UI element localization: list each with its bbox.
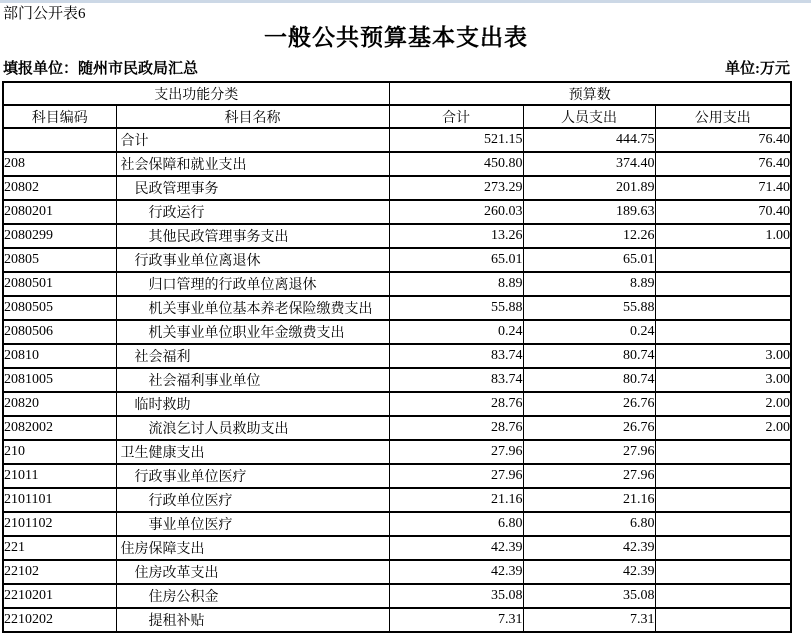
column-header-subject-code: 科目编码 [3, 105, 116, 128]
personnel-cell: 21.16 [523, 488, 655, 512]
public-cell [655, 536, 791, 560]
personnel-cell: 55.88 [523, 296, 655, 320]
table-row [3, 464, 791, 488]
budget-table-body [3, 128, 791, 632]
group-header-row [3, 82, 791, 105]
public-cell: 1.00 [655, 224, 791, 248]
subject-code-cell: 2101102 [3, 512, 116, 536]
public-cell: 76.40 [655, 152, 791, 176]
public-cell [655, 320, 791, 344]
table-row [3, 536, 791, 560]
personnel-cell: 189.63 [523, 200, 655, 224]
total-cell: 450.80 [389, 152, 523, 176]
subject-code-cell: 2080299 [3, 224, 116, 248]
subject-name-cell: 住房公积金 [116, 584, 389, 608]
subject-code-cell: 221 [3, 536, 116, 560]
reporting-unit-label: 填报单位：随州市民政局汇总 [3, 61, 199, 77]
public-cell [655, 512, 791, 536]
table-row [3, 320, 791, 344]
subject-code-cell: 2080201 [3, 200, 116, 224]
subject-code-cell: 2080505 [3, 296, 116, 320]
public-cell [655, 272, 791, 296]
total-cell: 65.01 [389, 248, 523, 272]
personnel-cell: 26.76 [523, 392, 655, 416]
subject-name-cell: 社会保障和就业支出 [116, 152, 389, 176]
personnel-cell: 7.31 [523, 608, 655, 632]
subject-name-cell: 合计 [116, 128, 389, 152]
public-cell [655, 296, 791, 320]
subject-code-cell: 20820 [3, 392, 116, 416]
subject-name-cell: 社会福利 [116, 344, 389, 368]
public-cell [655, 440, 791, 464]
personnel-cell: 42.39 [523, 560, 655, 584]
public-cell [655, 560, 791, 584]
subject-name-cell: 行政运行 [116, 200, 389, 224]
table-row [3, 296, 791, 320]
total-cell: 8.89 [389, 272, 523, 296]
subject-name-cell: 提租补贴 [116, 608, 389, 632]
subject-name-cell: 机关事业单位职业年金缴费支出 [116, 320, 389, 344]
personnel-cell: 0.24 [523, 320, 655, 344]
personnel-cell: 80.74 [523, 368, 655, 392]
subject-code-cell: 2101101 [3, 488, 116, 512]
budget-table-head [3, 82, 791, 128]
public-cell [655, 464, 791, 488]
total-cell: 83.74 [389, 344, 523, 368]
total-cell: 42.39 [389, 560, 523, 584]
subject-code-cell: 210 [3, 440, 116, 464]
personnel-cell: 65.01 [523, 248, 655, 272]
public-cell [655, 584, 791, 608]
doc-label: 部门公开表6 [3, 6, 86, 22]
public-cell: 3.00 [655, 368, 791, 392]
public-cell [655, 488, 791, 512]
table-row [3, 368, 791, 392]
unit-label: 单位:万元 [725, 61, 790, 77]
budget-table [2, 81, 792, 633]
table-row [3, 560, 791, 584]
public-cell [655, 248, 791, 272]
table-row [3, 416, 791, 440]
subject-name-cell: 卫生健康支出 [116, 440, 389, 464]
table-row [3, 440, 791, 464]
table-row [3, 248, 791, 272]
subject-name-cell: 归口管理的行政单位离退休 [116, 272, 389, 296]
subject-code-cell: 2081005 [3, 368, 116, 392]
total-cell: 260.03 [389, 200, 523, 224]
personnel-cell: 35.08 [523, 584, 655, 608]
table-row [3, 488, 791, 512]
table-row [3, 128, 791, 152]
subject-name-cell: 其他民政管理事务支出 [116, 224, 389, 248]
subject-name-cell: 社会福利事业单位 [116, 368, 389, 392]
total-cell: 55.88 [389, 296, 523, 320]
public-cell: 70.40 [655, 200, 791, 224]
personnel-cell: 12.26 [523, 224, 655, 248]
column-header-public: 公用支出 [655, 105, 791, 128]
table-row [3, 176, 791, 200]
public-cell: 71.40 [655, 176, 791, 200]
subject-code-cell: 2080501 [3, 272, 116, 296]
table-row [3, 224, 791, 248]
subject-name-cell: 住房保障支出 [116, 536, 389, 560]
total-cell: 35.08 [389, 584, 523, 608]
subject-name-cell: 流浪乞讨人员救助支出 [116, 416, 389, 440]
total-cell: 27.96 [389, 440, 523, 464]
public-cell: 2.00 [655, 416, 791, 440]
personnel-cell: 201.89 [523, 176, 655, 200]
subject-code-cell: 20802 [3, 176, 116, 200]
page-title: 一般公共预算基本支出表 [264, 25, 528, 50]
meta-row [3, 57, 790, 78]
table-row [3, 344, 791, 368]
subject-code-cell: 20805 [3, 248, 116, 272]
personnel-cell: 42.39 [523, 536, 655, 560]
total-cell: 28.76 [389, 392, 523, 416]
column-header-personnel: 人员支出 [523, 105, 655, 128]
subject-code-cell: 208 [3, 152, 116, 176]
public-cell [655, 608, 791, 632]
group-header-function-class: 支出功能分类 [3, 82, 389, 105]
total-cell: 273.29 [389, 176, 523, 200]
subject-code-cell: 2080506 [3, 320, 116, 344]
public-cell: 3.00 [655, 344, 791, 368]
personnel-cell: 444.75 [523, 128, 655, 152]
subject-name-cell: 临时救助 [116, 392, 389, 416]
subject-name-cell: 行政单位医疗 [116, 488, 389, 512]
subject-code-cell: 22102 [3, 560, 116, 584]
table-row [3, 584, 791, 608]
total-cell: 27.96 [389, 464, 523, 488]
total-cell: 7.31 [389, 608, 523, 632]
subject-code-cell: 2082002 [3, 416, 116, 440]
group-header-budget: 预算数 [389, 82, 791, 105]
total-cell: 0.24 [389, 320, 523, 344]
total-cell: 28.76 [389, 416, 523, 440]
subject-code-cell: 20810 [3, 344, 116, 368]
subject-name-cell: 行政事业单位医疗 [116, 464, 389, 488]
total-cell: 521.15 [389, 128, 523, 152]
public-cell: 76.40 [655, 128, 791, 152]
table-row [3, 512, 791, 536]
personnel-cell: 27.96 [523, 464, 655, 488]
column-header-subject-name: 科目名称 [116, 105, 389, 128]
subject-code-cell: 2210202 [3, 608, 116, 632]
subject-name-cell: 民政管理事务 [116, 176, 389, 200]
table-row [3, 200, 791, 224]
personnel-cell: 374.40 [523, 152, 655, 176]
subject-name-cell: 机关事业单位基本养老保险缴费支出 [116, 296, 389, 320]
table-row [3, 152, 791, 176]
subject-name-cell: 行政事业单位离退休 [116, 248, 389, 272]
total-cell: 21.16 [389, 488, 523, 512]
table-row [3, 392, 791, 416]
personnel-cell: 8.89 [523, 272, 655, 296]
subject-code-cell [3, 128, 116, 152]
subject-name-cell: 事业单位医疗 [116, 512, 389, 536]
table-row [3, 608, 791, 632]
total-cell: 6.80 [389, 512, 523, 536]
table-row [3, 272, 791, 296]
public-cell: 2.00 [655, 392, 791, 416]
total-cell: 13.26 [389, 224, 523, 248]
personnel-cell: 80.74 [523, 344, 655, 368]
subject-code-cell: 21011 [3, 464, 116, 488]
subject-code-cell: 2210201 [3, 584, 116, 608]
column-header-total: 合计 [389, 105, 523, 128]
personnel-cell: 27.96 [523, 440, 655, 464]
personnel-cell: 6.80 [523, 512, 655, 536]
total-cell: 42.39 [389, 536, 523, 560]
total-cell: 83.74 [389, 368, 523, 392]
subject-name-cell: 住房改革支出 [116, 560, 389, 584]
personnel-cell: 26.76 [523, 416, 655, 440]
column-header-row [3, 105, 791, 128]
